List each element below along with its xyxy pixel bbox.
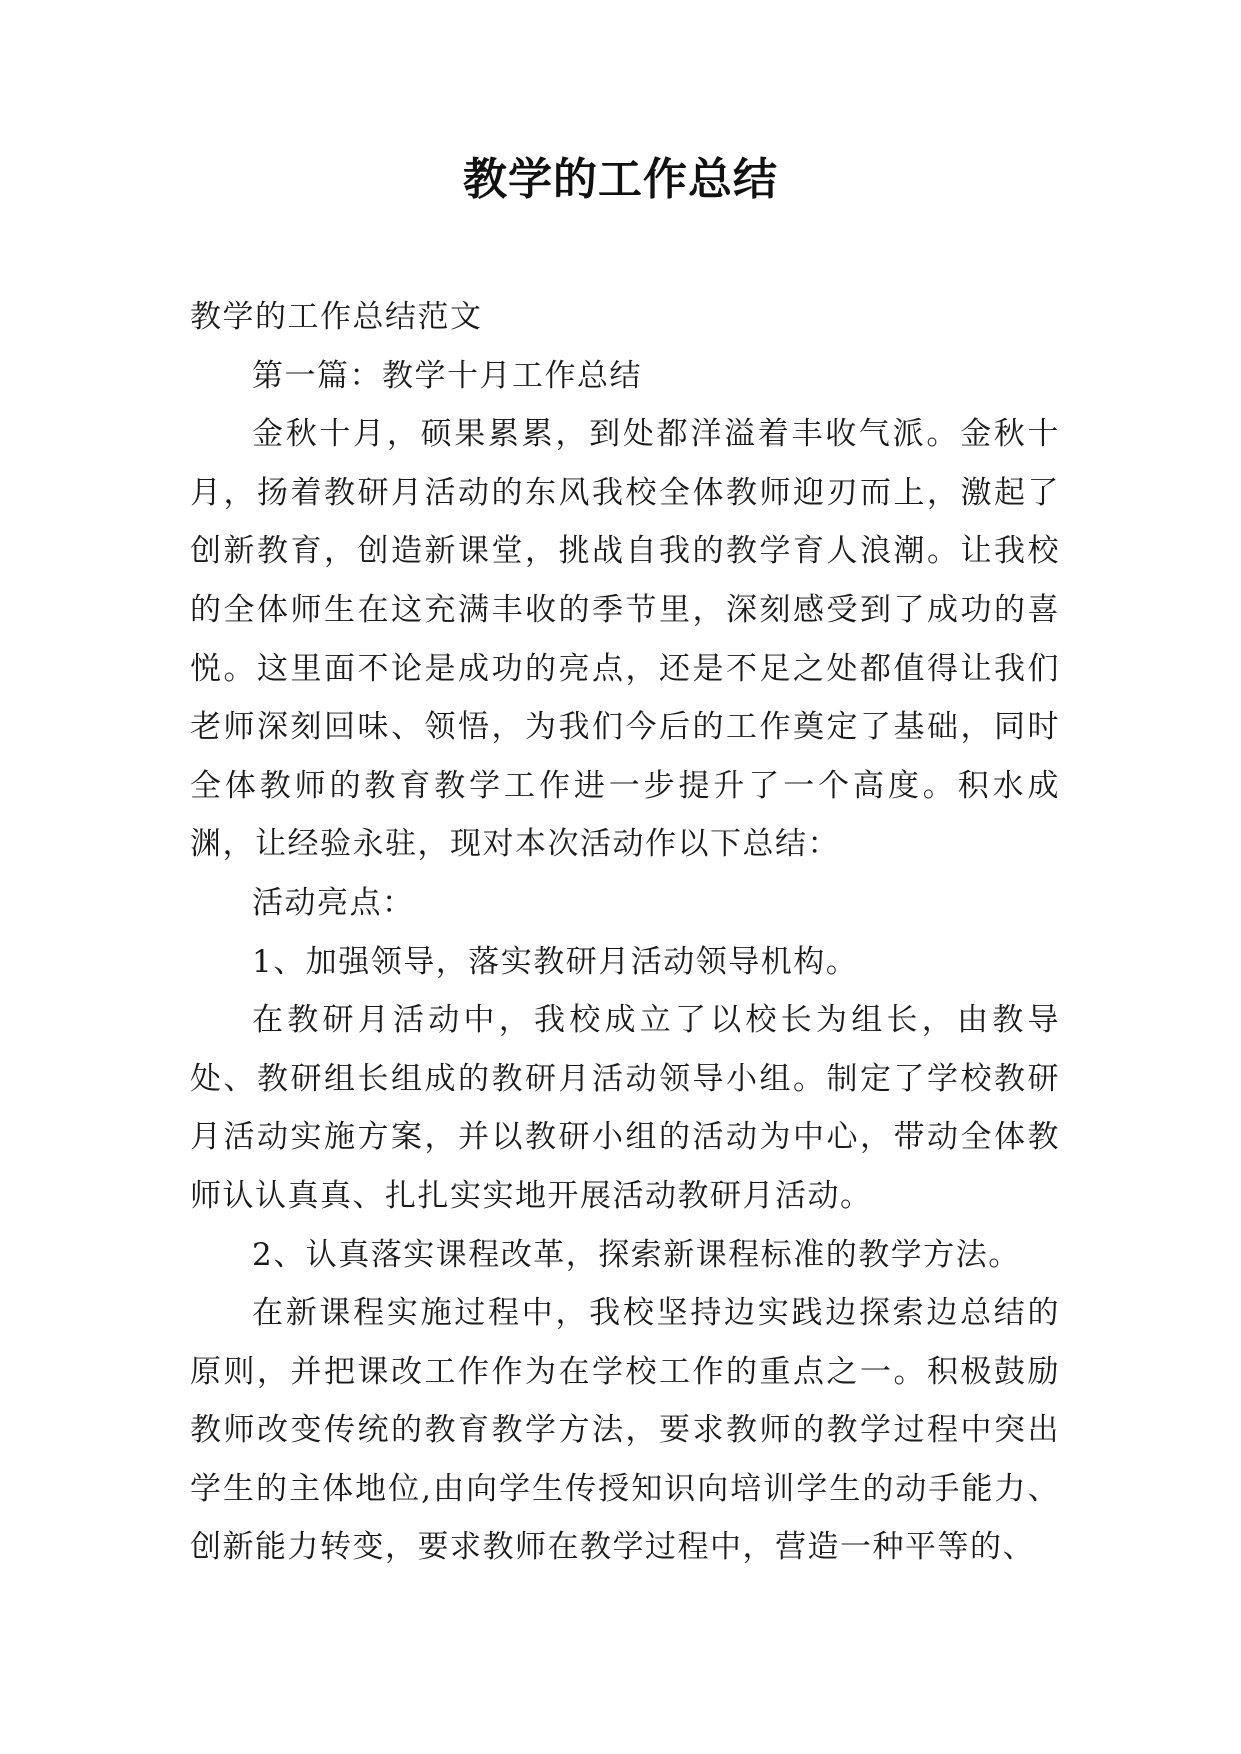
body-paragraph: 在新课程实施过程中，我校坚持边实践边探索边总结的原则，并把课改工作作为在学校工作的重点之一。积极鼓励教师改变传统的教育教学方法，要求教师的教学过程中突出学生的主体地位,由向学生传授知识向培训学生的动手能力、创新能力转变，要求教师在教学过程中，营造一种平等的、: [190, 1295, 1060, 1566]
document-body: [190, 288, 1060, 1577]
body-paragraph: 活动亮点：: [252, 884, 415, 921]
body-paragraph: 1、加强领导，落实教研月活动领导机构。: [252, 943, 859, 980]
body-paragraph: 2、认真落实课程改革，探索新课程标准的教学方法。: [252, 1236, 1021, 1273]
body-paragraph: 在教研月活动中，我校成立了以校长为组长，由教导处、教研组长组成的教研月活动领导小组。制定了学校教研月活动实施方案，并以教研小组的活动为中心，带动全体教师认认真真、扎扎实实地开展活动教研月活动。: [190, 1002, 1060, 1214]
body-paragraph: 金秋十月，硕果累累，到处都洋溢着丰收气派。金秋十月，扬着教研月活动的东风我校全体教师迎刃而上，激起了创新教育，创造新课堂，挑战自我的教学育人浪潮。让我校的全体师生在这充满丰收的季节里，深刻感受到了成功的喜悦。这里面不论是成功的亮点，还是不足之处都值得让我们老师深刻回味、领悟，为我们今后的工作奠定了基础，同时全体教师的教育教学工作进一步提升了一个高度。积水成渊，让经验永驻，现对本次活动作以下总结：: [190, 416, 1060, 863]
subtitle-paragraph: 教学的工作总结范文: [190, 299, 483, 335]
section-heading: 第一篇：教学十月工作总结: [252, 357, 642, 394]
document-title: 教学的工作总结: [463, 154, 778, 205]
